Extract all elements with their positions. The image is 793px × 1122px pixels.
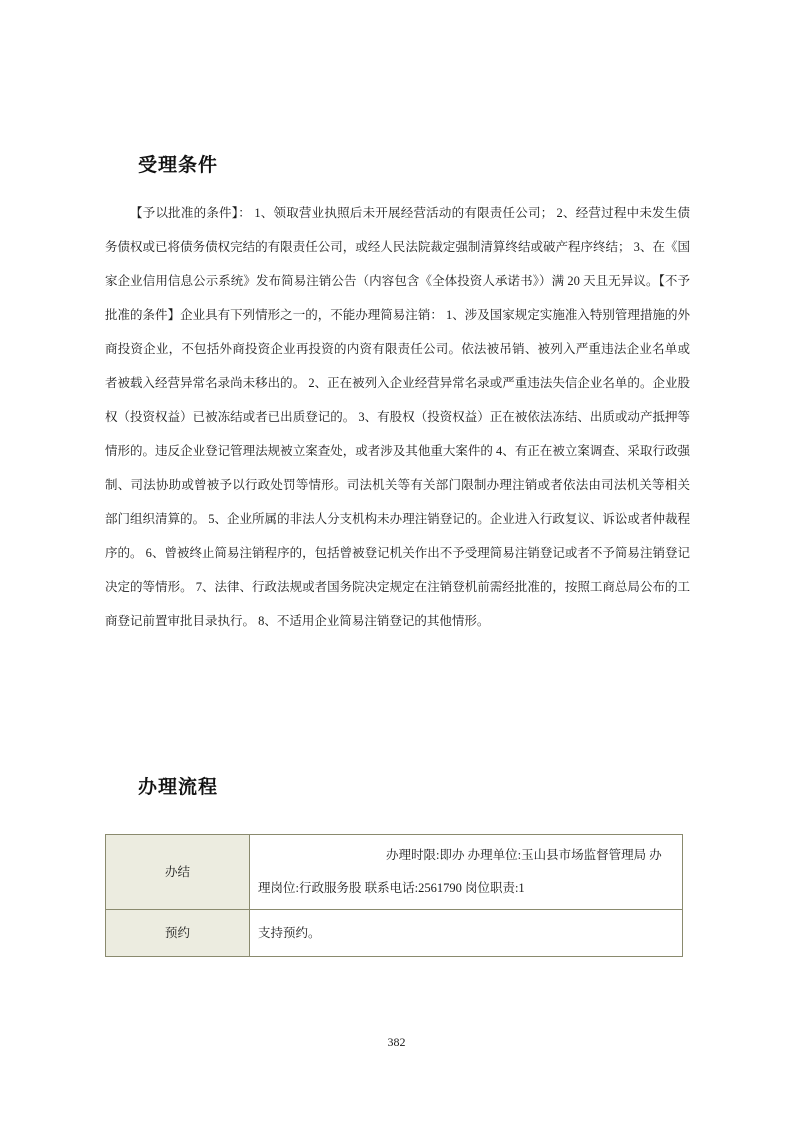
table-cell-value-completion: 办理时限:即办 办理单位:玉山县市场监督管理局 办理岗位:行政服务股 联系电话:2561790 岗位职责:1	[250, 835, 683, 910]
page-number: 382	[387, 1035, 406, 1049]
section-heading-acceptance-conditions: 受理条件	[138, 155, 219, 176]
table-cell-label-appointment: 预约	[106, 910, 250, 957]
processing-flow-table	[105, 834, 683, 957]
table-row	[106, 835, 683, 910]
processing-flow-table-wrapper	[105, 834, 683, 957]
acceptance-conditions-paragraph: 【予以批准的条件】： 1、领取营业执照后未开展经营活动的有限责任公司； 2、经营过程中未发生债务债权或已将债务债权完结的有限责任公司，或经人民法院裁定强制清算终结或破产程序终结； 3、在《国家企业信用信息公示系统》发布简易注销公告（内容包含《全体投资人承诺书》）满 20 天且无异议。【不予批准的条件】企业具有下列情形之一的，不能办理简易注销： 1、涉及国家规定实施准入特别管理措施的外商投资企业，不包括外商投资企业再投资的内资有限责任公司。依法被吊销、被列入严重违法企业名单或者被载入经营异常名录尚未移出的。 2、正在被列入企业经营异常名录或严重违法失信企业名单的。企业股权（投资权益）已被冻结或者已出质登记的。 3、有股权（投资权益）正在被依法冻结、出质或动产抵押等情形的。违反企业登记管理法规被立案查处，或者涉及其他重大案件的 4、有正在被立案调查、采取行政强制、司法协助或曾被予以行政处罚等情形。司法机关等有关部门限制办理注销或者依法由司法机关等相关部门组织清算的。 5、企业所属的非法人分支机构未办理注销登记的。企业进入行政复议、诉讼或者仲裁程序的。 6、曾被终止简易注销程序的，包括曾被登记机关作出不予受理简易注销登记或者不予简易注销登记决定的等情形。 7、法律、行政法规或者国务院决定规定在注销登机前需经批准的，按照工商总局公布的工商登记前置审批目录执行。 8、不适用企业简易注销登记的其他情形。	[105, 206, 690, 628]
table-cell-value-appointment: 支持预约。	[250, 910, 683, 957]
table-row	[106, 910, 683, 957]
section-heading-processing-flow: 办理流程	[138, 777, 219, 798]
table-cell-label-completion: 办结	[106, 835, 250, 910]
